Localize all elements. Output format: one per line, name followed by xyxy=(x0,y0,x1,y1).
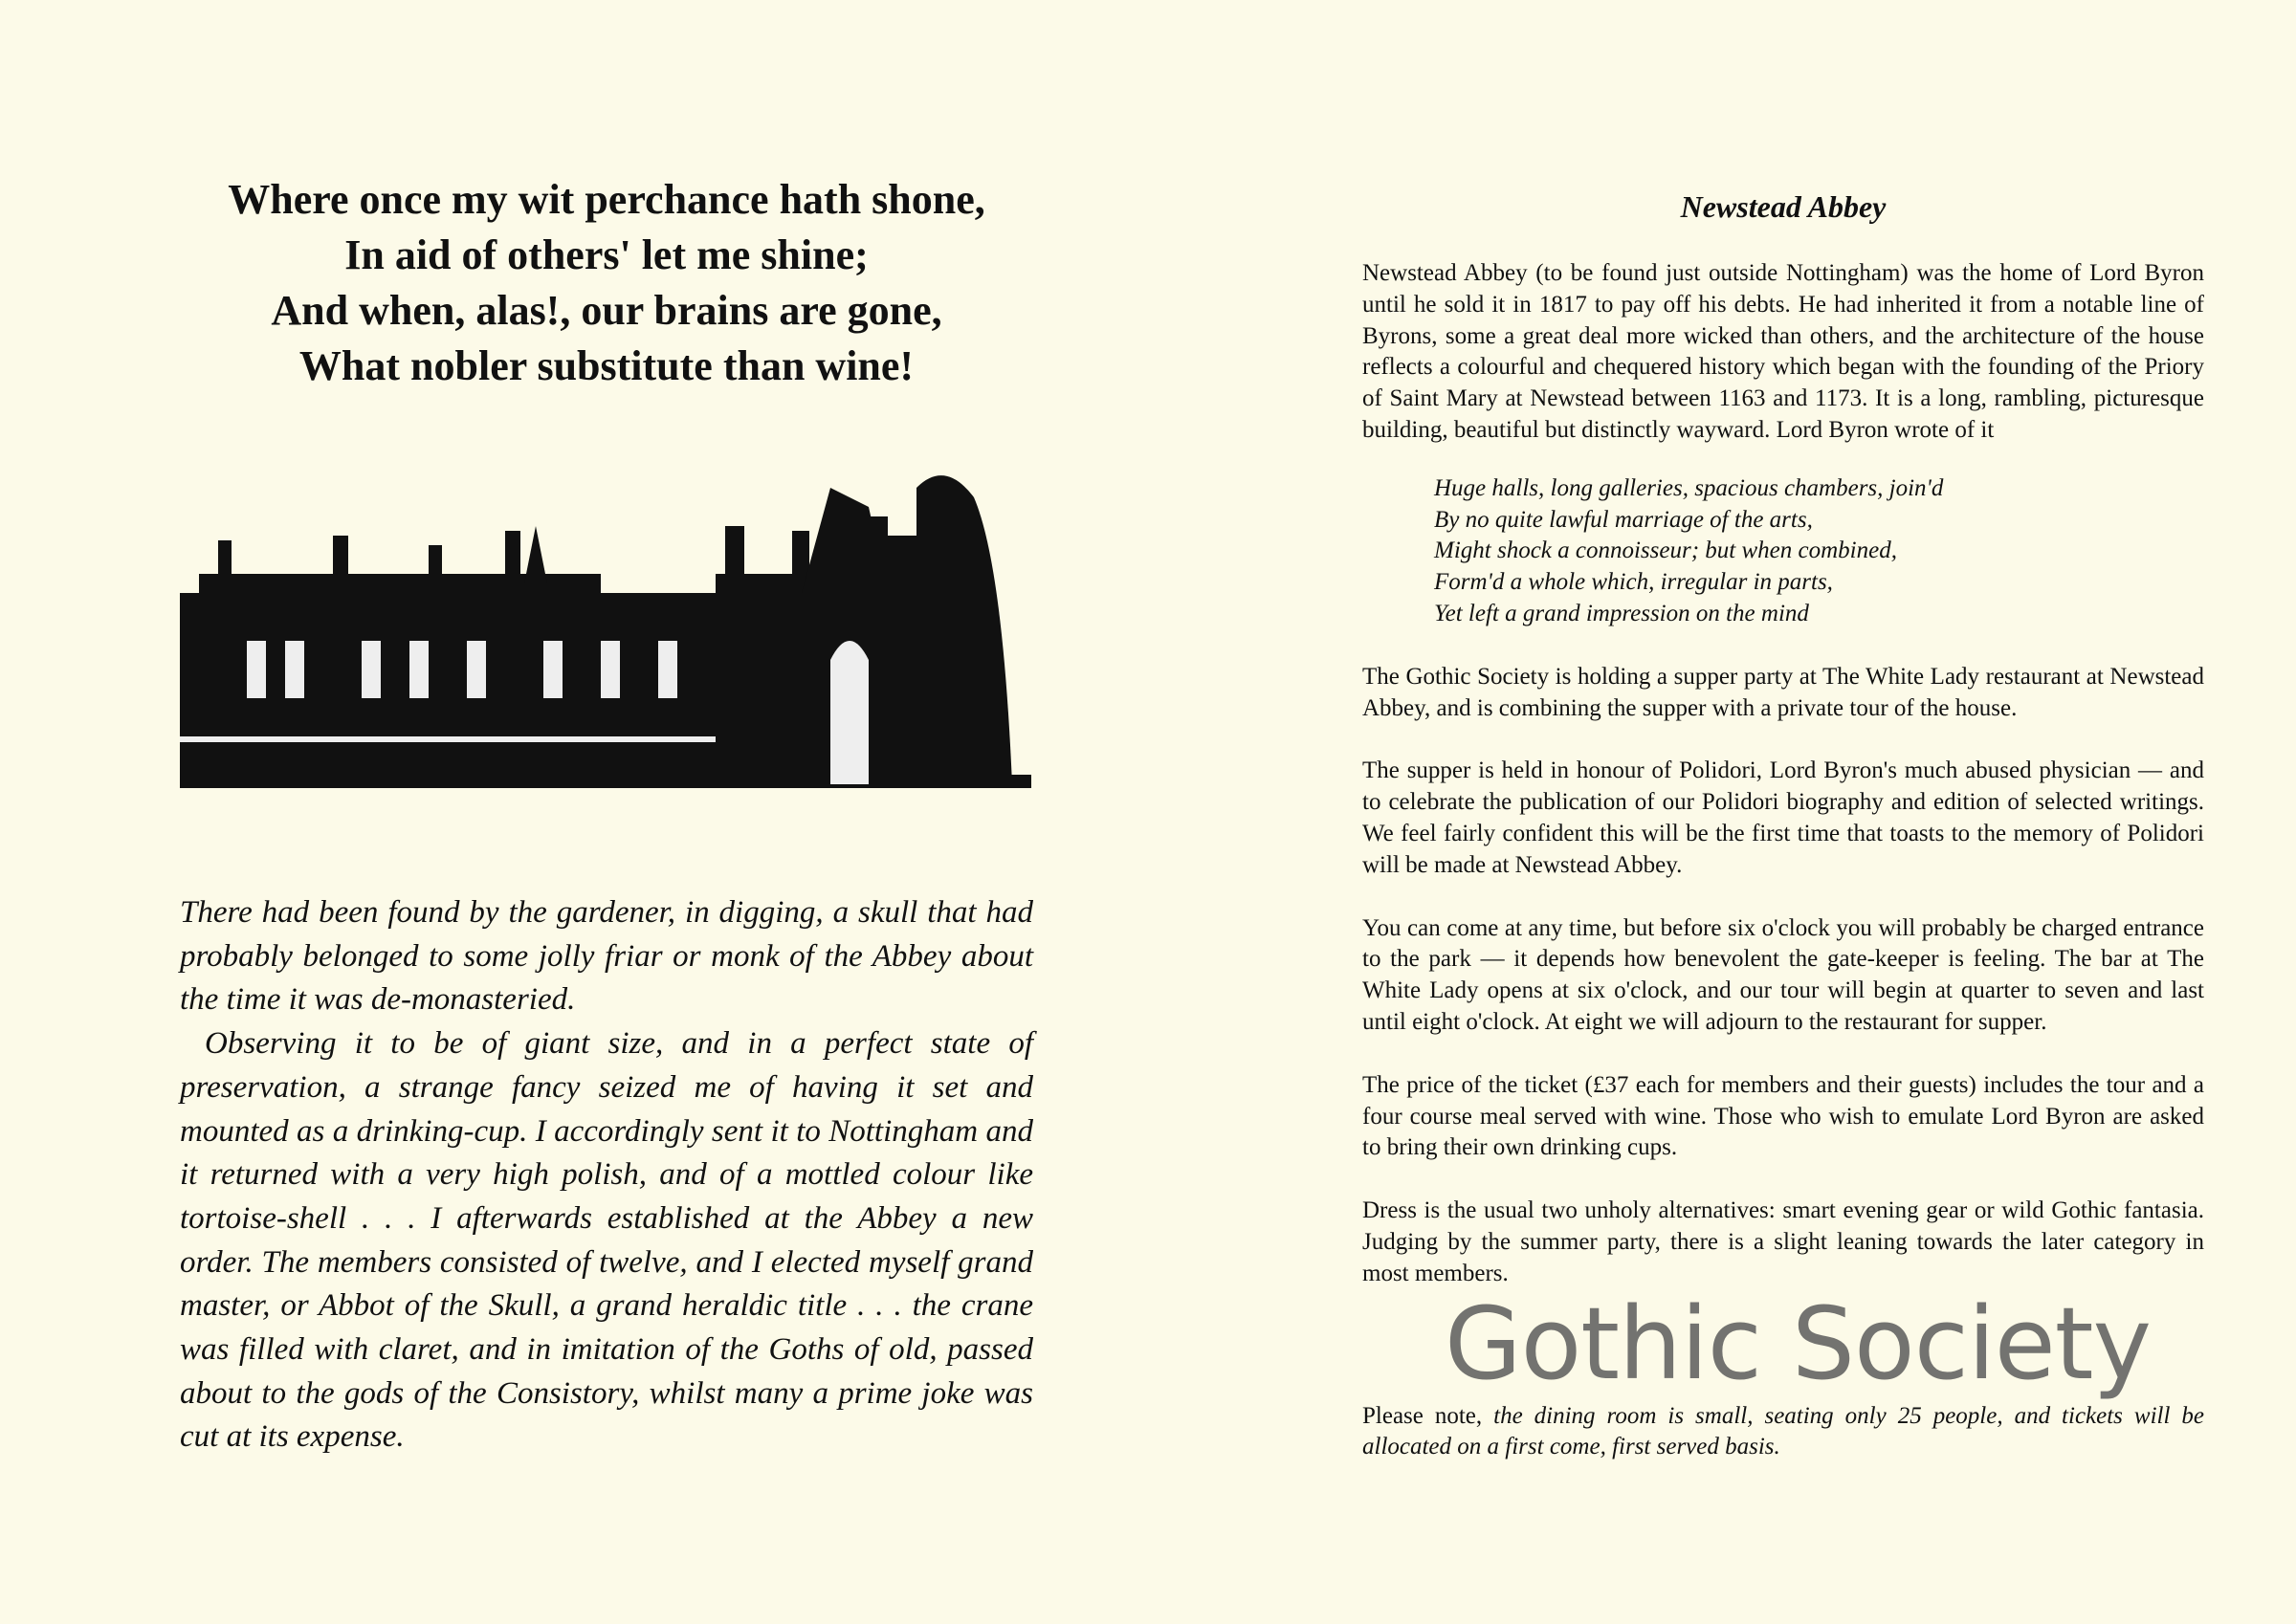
excerpt-paragraph: There had been found by the gardener, in digging, a skull that had probably belonged to some jolly friar or monk of the Abbey about the time it was de-monasteried. xyxy=(180,895,1033,1018)
poem-line: In aid of others' let me shine; xyxy=(344,231,869,278)
verse-line: Yet left a grand impression on the mind xyxy=(1434,600,1809,626)
excerpt-paragraph: Observing it to be of giant size, and in a perfect state of preservation, a strange fancy seized me of having it set and mounted as a drinking-cup. I accordingly sent it to Nottingham and it returned with a very high polish, and of a mottled colour like tortoise-shell . . . I afterwards established at the Abbey a new order. The members consisted of twelve, and I elected myself grand master, or Abbot of the Skull, a grand heraldic title . . . the crane was filled with claret, and in imitation of the Goths of old, passed about to the gods of the Consistory, whilst many a prime joke was cut at its expense. xyxy=(180,1026,1033,1455)
poem-epigraph xyxy=(144,172,1070,394)
verse-line: Huge halls, long galleries, spacious chambers, join'd xyxy=(1434,474,1944,501)
body-paragraph: Dress is the usual two unholy alternatives: smart evening gear or wild Gothic fantasia. Judging by the summer party, there is a slight leaning towards the later category in most members. xyxy=(1362,1197,2204,1286)
verse-line: Form'd a whole which, irregular in parts, xyxy=(1434,569,1833,596)
poem-line: What nobler substitute than wine! xyxy=(298,342,915,389)
body-paragraph: The Gothic Society is holding a supper party at The White Lady restaurant at Newstead Abbey, and is combining the supper with a private tour of the house. xyxy=(1362,663,2204,721)
verse-line: Might shock a connoisseur; but when combined, xyxy=(1434,538,1897,564)
intro-paragraph: Newstead Abbey (to be found just outside Nottingham) was the home of Lord Byron until he sold it in 1817 to pay off his debts. He had inherited it from a notable line of Byrons, some a great deal more wicked than others, and the architecture of the house reflects a colourful and chequered history which began with the founding of the Priory of Saint Mary at Newstead between 1163 and 1173. It is a long, rambling, picturesque building, beautiful but distinctly wayward. Lord Byron wrote of it xyxy=(1362,260,2204,443)
watermark: Gothic Society xyxy=(1445,1284,2152,1402)
note-lead: Please note, xyxy=(1362,1402,1494,1429)
body-paragraph: The supper is held in honour of Polidori, Lord Byron's much abused physician — and to celebrate the publication of our Polidori biography and edition of selected writings. We feel fairly confident this will be the first time that toasts to the memory of Polidori will be made at Newstead Abbey. xyxy=(1362,757,2204,878)
poem-line: Where once my wit perchance hath shone, xyxy=(228,176,985,223)
poem-line: And when, alas!, our brains are gone, xyxy=(271,287,942,334)
verse-line: By no quite lawful marriage of the arts, xyxy=(1434,506,1813,533)
seating-note xyxy=(1362,1401,2204,1464)
event-description xyxy=(1362,258,2204,1463)
byron-verse xyxy=(1434,473,2204,630)
body-paragraph: The price of the ticket (£37 each for members and their guests) includes the tour and a four course meal served with wine. Those who wish to emulate Lord Byron are asked to bring their own drinking cups. xyxy=(1362,1071,2204,1161)
body-paragraph: You can come at any time, but before six o'clock you will probably be charged entrance to the park — it depends how benevolent the gate-keeper is feeling. The bar at The White Lady opens at six o'clock, and our tour will begin at quarter to seven and last until eight o'clock. At eight we will adjourn to the restaurant for supper. xyxy=(1362,914,2204,1035)
newstead-abbey-engraving xyxy=(180,450,1031,794)
note-text: the dining room is small, seating only 25 people, and tickets will be allocated on a first come, first served basis. xyxy=(1362,1402,2204,1460)
section-heading: Newstead Abbey xyxy=(1680,189,1887,224)
skull-cup-excerpt xyxy=(180,891,1033,1459)
